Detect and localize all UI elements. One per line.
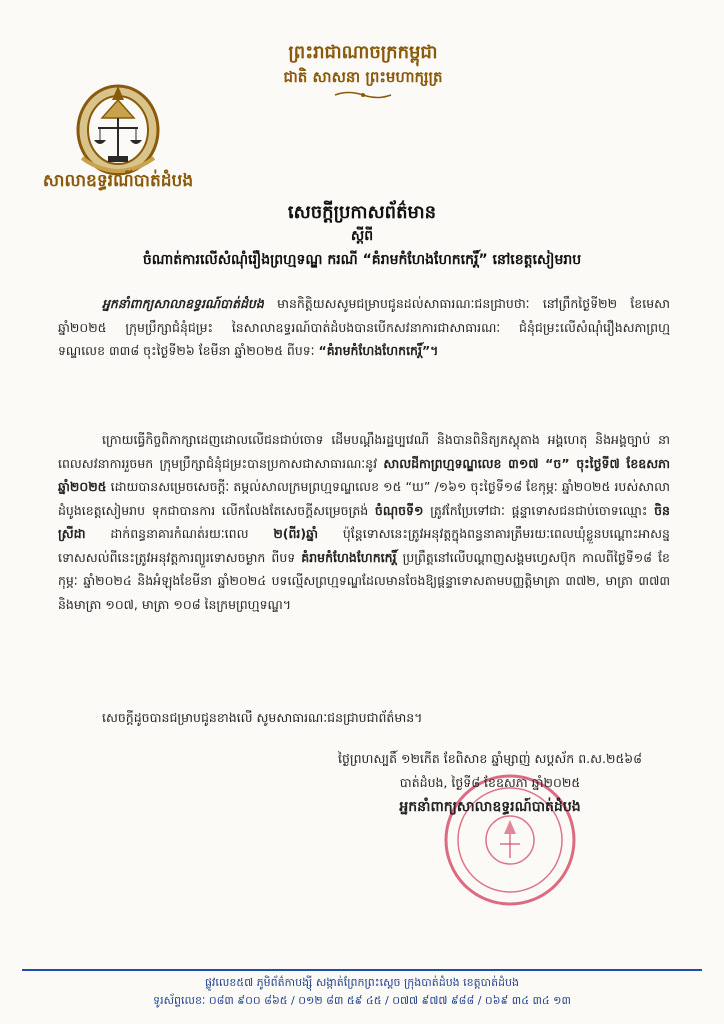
kingdom-header [268,40,458,100]
footer-address: ផ្លូវលេខ៥៧ ភូមិព័ត៌កាបង្ស៊ី សង្កាត់ព្រែកព្រះស្តេច ក្រុងបាត់ដំបង ខេត្តបាត់ដំបង [204,976,520,989]
paragraph-2-amend: ត្រូវកែប្រែទៅជាៈ ផ្តន្ទាទោសជនជាប់ចោទឈ្មោះ [430,502,648,518]
offense-name-2: គំរាមកំហែងហែកកេរ្តិ៍ [301,549,397,565]
kingdom-title: ព្រះរាជាណាចក្រកម្ពុជា [288,42,438,63]
paragraph-2-intro: ក្រោយធ្វើកិច្ចពិភាក្សាដេញដោលលើជនជាប់ចោទ ដើមបណ្តឹងរដ្ឋប្បវេណី និងបានពិនិត្យភស្តុតាង អង្គហេតុ និងអង្គច្បាប់ នាពេលសវនាការរួចមក ក្រុមប្រឹក្សាជំនុំជម្រះបានប្រកាសជាសាធារណៈនូវ [58,432,670,471]
defendant-name: ចិន ស្រីដា [58,502,670,541]
lunar-date: ថ្ងៃព្រហស្បតិ៍ ១២កើត ខែពិសាខ ឆ្នាំម្សាញ់ សប្តស័ក ព.ស.២៥៦៨ [338,751,642,766]
paragraph-2-decision: ដោយបានសម្រេចសេចក្តីៈ តម្កល់សាលក្រមព្រហ្មទណ្ឌលេខ ១៥ “ឃ” /១៦១ ចុះថ្ងៃទី១៨ ខែកុម្ភៈ ឆ្នាំ២០២៥ របស់សាលាដំបូងខេត្តសៀមរាប ទុកជាបានការ លើកលែងតែសេចក្តីសម្រេចត្រង់ [58,479,670,518]
paragraph-2 [58,428,670,616]
verdict-reference: សាលដីកាព្រហ្មទណ្ឌលេខ ៣១៧ “ច” ចុះថ្ងៃទី៧ ខែឧសភា ឆ្នាំ២០២៥ [58,455,670,494]
place-and-date: បាត់ដំបង, ថ្ងៃទី៨ ខែឧសភា ឆ្នាំ២០២៥ [399,775,581,790]
offense-name: “គំរាមកំហែងហែកកេរ្តិ៍”។ [318,343,439,358]
paragraph-2-sentence: ដាក់ពន្ធនាគារកំណត់រយៈពេល [110,526,249,541]
paragraph-3 [58,706,670,730]
footer-divider [22,969,702,971]
point-reference: ចំណុចទី១ [374,502,424,518]
court-name: សាលាឧទ្ធរណ៍បាត់ដំបង [42,171,194,191]
spokesperson-lead: អ្នកនាំពាក្យសាលាឧទ្ធរណ៍បាត់ដំបង [102,296,264,311]
court-emblem-icon [72,78,164,176]
closing-sentence: សេចក្តីដូចបានជម្រាបជូនខាងលើ សូមសាធារណៈជនជ្រាបជាព័ត៌មាន។ [102,710,423,725]
paragraph-1 [58,292,670,363]
about-label: ស្តីពី [350,228,374,244]
paragraph-1-text: មានកិត្តិយសសូមជម្រាបជូនដល់សាធារណៈជនជ្រាបថាៈ នៅព្រឹកថ្ងៃទី២២ ខែមេសា ឆ្នាំ២០២៥ ក្រុមប្រឹក្សាជំនុំជម្រះ នៃសាលាឧទ្ធរណ៍បាត់ដំបងបានបើកសវនាការជាសាធារណៈ ជំនុំជម្រះលើសំណុំរឿងសភាព្រហ្មទណ្ឌលេខ ៣៣៨ ចុះថ្ងៃទី២៦ ខែមីនា ឆ្នាំ២០២៥ ពីបទៈ [58,296,670,358]
footer-phones: ទូរស័ព្ទលេខៈ ០៨៣ ៩០០ ៨៦៥ / ០១២ ៨៣ ៥៩ ៤៥ / ០៧៧ ៩៧៧ ៩៨៨ / ០៦៩ ៣៤ ៣៤ ១៣ [153,994,571,1007]
ornament-divider-icon [333,90,393,100]
national-motto: ជាតិ សាសនា ព្រះមហាក្សត្រ [283,68,443,86]
paragraph-2-suspension: ប៉ុន្តែទោសនេះត្រូវអនុវត្តក្នុងពន្ធនាគារត្រឹមរយៈពេលឃុំខ្លួនបណ្តោះអាសន្ន ទោសសល់ពីនេះត្រូវអនុវត្តការព្យួរទោសចម្ងាក ពីបទ [58,526,670,565]
sentence-term: ២(ពីរ)ឆ្នាំ [273,526,319,541]
document-subject: ចំណាត់ការលើសំណុំរឿងព្រហ្មទណ្ឌ ករណី “គំរាមកំហែងហែកកេរ្តិ៍” នៅខេត្តសៀមរាប [142,252,582,268]
signer-title: អ្នកនាំពាក្យសាលាឧទ្ធរណ៍បាត់ដំបង [399,799,581,815]
paragraph-2-articles: ប្រព្រឹត្តនៅលើបណ្តាញសង្គមហ្វេសប៊ុក កាលពីថ្ងៃទី១៨ ខែកុម្ភៈ ឆ្នាំ២០២៤ និងអំឡុងខែមីនា ឆ្នាំ២០២៤ បទល្មើសព្រហ្មទណ្ឌដែលមានចែងឱ្យផ្តន្ទាទោសតាមបញ្ញត្តិមាត្រា ៣៧២, មាត្រា ៣៧៣ និងមាត្រា ១០៧, មាត្រា ១០៨ នៃក្រមព្រហ្មទណ្ឌ។ [58,549,670,612]
document-title: សេចក្តីប្រកាសព័ត៌មាន [287,202,437,223]
